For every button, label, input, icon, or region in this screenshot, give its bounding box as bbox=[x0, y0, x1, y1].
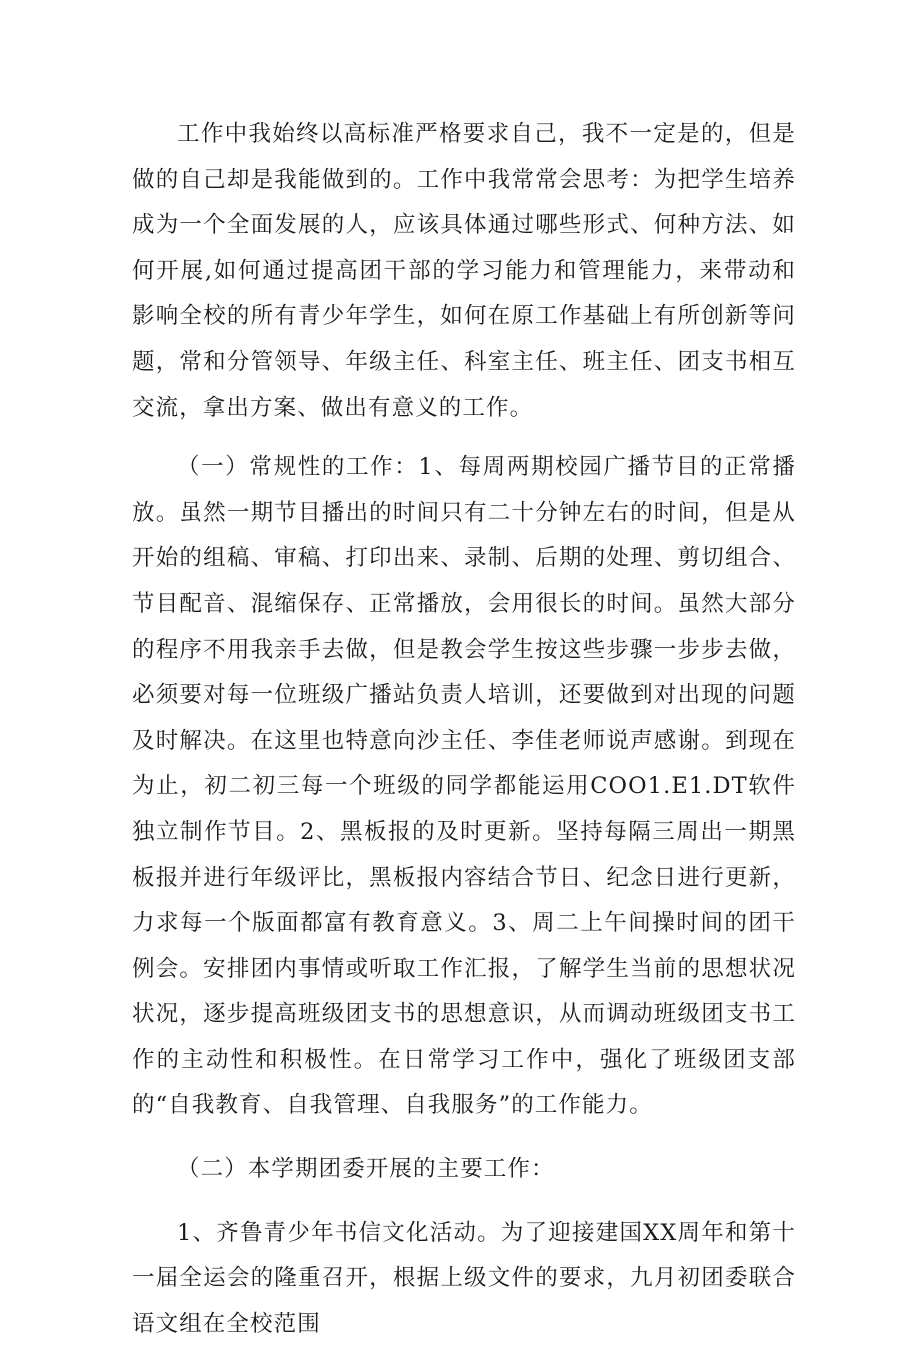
paragraph-routine-work: （一）常规性的工作：1、每周两期校园广播节目的正常播放。虽然一期节目播出的时间只有二十分钟左右的时间，但是从开始的组稿、审稿、打印出来、录制、后期的处理、剪切组合、节目配音、混缩保存、正常播放，会用很长的时间。虽然大部分的程序不用我亲手去做，但是教会学生按这些步骤一步步去做，必须要对每一位班级广播站负责人培训，还要做到对出现的问题及时解决。在这里也特意向沙主任、李佳老师说声感谢。到现在为止，初二初三每一个班级的同学都能运用COO1.E1.DT软件独立制作节目。2、黑板报的及时更新。坚持每隔三周出一期黑板报并进行年级评比，黑板报内容结合节日、纪念日进行更新，力求每一个版面都富有教育意义。3、周二上午间操时间的团干例会。安排团内事情或听取工作汇报，了解学生当前的思想状况状况，逐步提高班级团支书的思想意识，从而调动班级团支书工作的主动性和积极性。在日常学习工作中，强化了班级团支部的“自我教育、自我管理、自我服务”的工作能力。 bbox=[132, 454, 796, 1119]
paragraph-letter-culture-activity: 1、齐鲁青少年书信文化活动。为了迎接建国XX周年和第十一届全运会的隆重召开，根据上级文件的要求，九月初团委联合语文组在全校范围 bbox=[132, 1219, 796, 1337]
document-body bbox=[132, 112, 796, 1347]
paragraph-work-attitude: 工作中我始终以高标准严格要求自己，我不一定是的，但是做的自己却是我能做到的。工作中我常常会思考：为把学生培养成为一个全面发展的人，应该具体通过哪些形式、何种方法、如何开展,如何通过提高团干部的学习能力和管理能力，来带动和影响全校的所有青少年学生，如何在原工作基础上有所创新等问题，常和分管领导、年级主任、科室主任、班主任、团支书相互交流，拿出方案、做出有意义的工作。 bbox=[132, 121, 796, 421]
paragraph-main-work-heading: （二）本学期团委开展的主要工作： bbox=[177, 1156, 555, 1183]
